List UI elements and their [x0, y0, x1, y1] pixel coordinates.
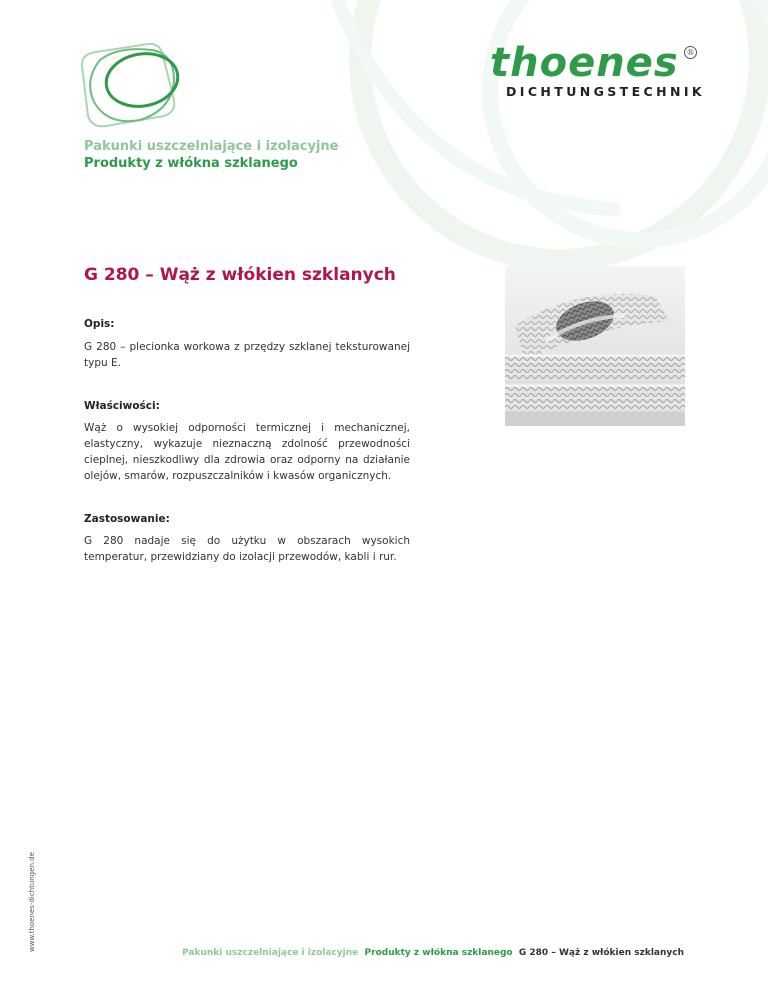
logo-shapes-icon [78, 40, 188, 130]
section-text-properties: Wąż o wysokiej odporności termicznej i mechanicznej, elastyczny, wykazuje nieznaczną zdolność przewodności cieplnej, nieszkodliwy dla zdrowia oraz odporny na działanie olejów, smarów, rozpuszczalników i kwasów organicznych. [84, 422, 410, 482]
registered-mark: ® [684, 46, 697, 59]
brand-name: thoenes [490, 40, 679, 86]
brand-tagline: DICHTUNGSTECHNIK [506, 84, 705, 99]
footer-category: Pakunki uszczelniające i izolacyjne [182, 948, 359, 958]
footer-product: G 280 – Wąż z włókien szklanych [518, 948, 684, 958]
subcategory-heading: Produkty z włókna szklanego [84, 156, 298, 171]
product-title: G 280 – Wąż z włókien szklanych [84, 265, 396, 285]
footer-breadcrumb [182, 948, 684, 958]
category-heading: Pakunki uszczelniające i izolacyjne [84, 139, 339, 154]
brand-logo [490, 40, 705, 99]
section-heading-application: Zastosowanie: [84, 513, 170, 525]
side-url: www.thoenes-dichtungen.de [28, 852, 36, 952]
section-text-description: G 280 – plecionka workowa z przędzy szklanej teksturowanej typu E. [84, 341, 410, 369]
section-heading-description: Opis: [84, 318, 115, 330]
footer-subcategory: Produkty z włókna szklanego [364, 948, 513, 958]
product-photo [505, 266, 685, 426]
section-heading-properties: Właściwości: [84, 400, 160, 412]
section-text-application: G 280 nadaje się do użytku w obszarach wysokich temperatur, przewidziany do izolacji przewodów, kabli i rur. [84, 535, 410, 563]
